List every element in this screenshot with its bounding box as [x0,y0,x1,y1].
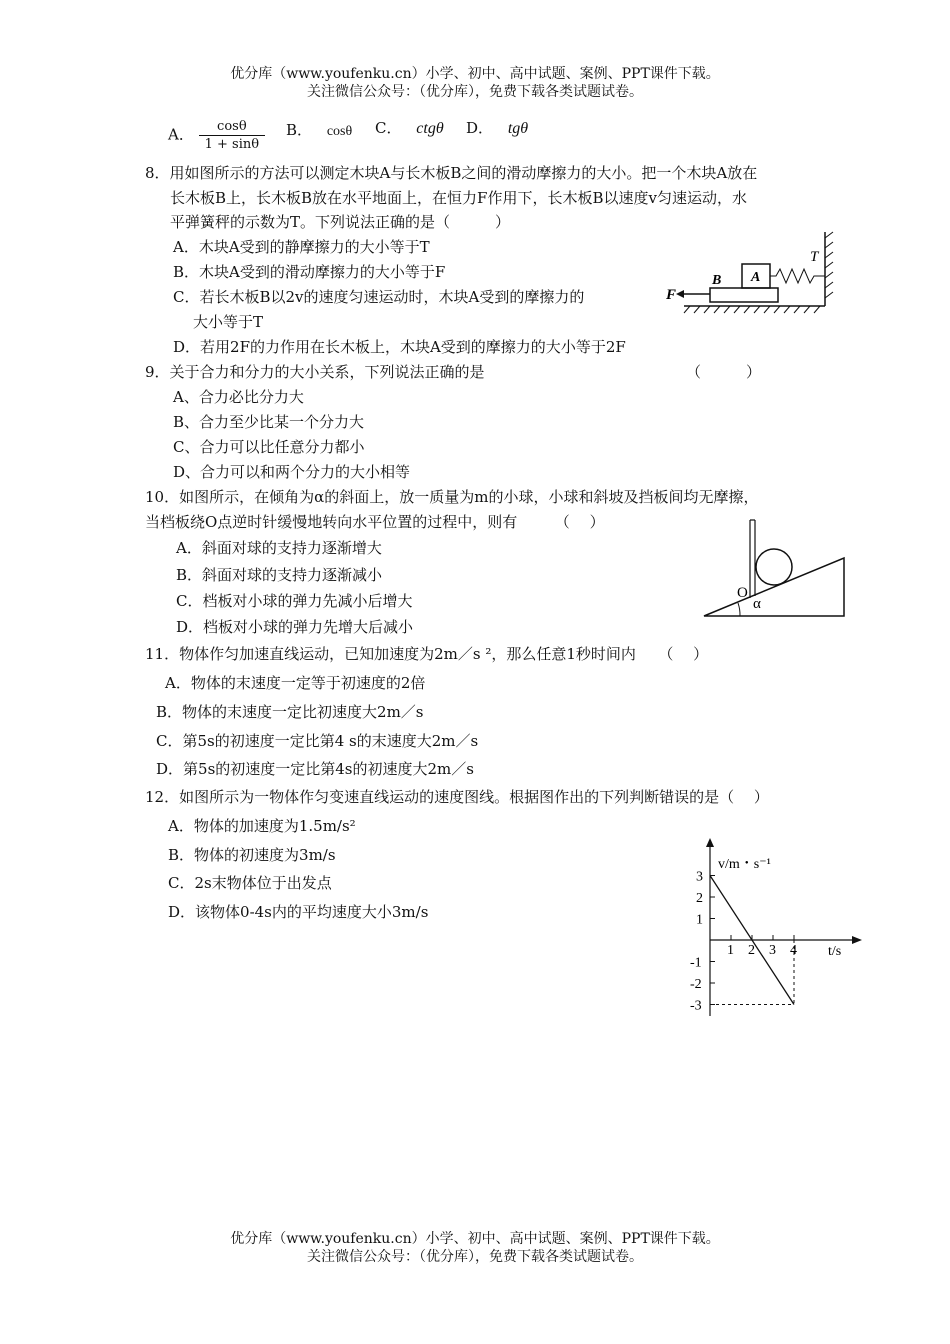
q7-a-label: A． [168,125,194,144]
y-axis-arrow [706,838,714,847]
y-tick-label: -3 [690,998,702,1014]
q9-option-c: C、合力可以比任意分力都小 [173,438,365,456]
incline [704,558,844,616]
q7-a-numerator: cosθ [199,118,265,136]
y-tick-label: -1 [690,955,702,971]
q11-option-b: B．物体的末速度一定比初速度大2m／s [156,703,424,721]
vt-chart [680,838,870,1020]
y-tick-label: 1 [696,912,703,928]
ball [756,549,792,585]
q8-option-c-line-1: C．若长木板B以2v的速度匀速运动时，木块A受到的摩擦力的 [173,288,585,306]
q11-option-d: D．第5s的初速度一定比第4s的初速度大2m／s [156,760,474,778]
q10-stem-line-1: 10．如图所示，在倾角为α的斜面上，放一质量为m的小球，小球和斜坡及挡板间均无摩擦， [145,488,759,506]
q10-stem-line-2: 当档板绕O点逆时针缓慢地转向水平位置的过程中，则有 （ ） [145,513,605,531]
y-tick-label: 3 [696,869,703,885]
q9-option-d: D、合力可以和两个分力的大小相等 [173,463,411,481]
label-f: F [666,287,677,303]
q12-stem: 12．如图所示为一物体作匀变速直线运动的速度图线。根据图作出的下列判断错误的是（ ） [145,788,769,806]
q8-option-b: B．木块A受到的滑动摩擦力的大小等于F [173,263,446,281]
q12-option-a: A．物体的加速度为1.5m/s² [168,817,356,835]
q11-stem: 11．物体作匀加速直线运动，已知加速度为2m／s ²，那么任意1秒时间内 （ ） [145,645,709,663]
q8-spring-board-figure [662,228,842,316]
footer-line-2: 关注微信公众号：（优分库），免费下载各类试题试卷。 [307,1249,643,1265]
q7-option-c [375,119,444,138]
q7-b-value: cosθ [326,124,353,139]
q8-stem-line-1: 8．用如图所示的方法可以测定木块A与长木板B之间的滑动摩擦力的大小。把一个木块A放在 [145,164,758,182]
label-alpha: α [753,596,761,612]
footer-line-1: 优分库（www.youfenku.cn）小学、初中、高中试题、案例、PPT课件下载。 [230,1231,720,1247]
q8-stem-line-2: 长木板B上，长木板B放在水平地面上，在恒力F作用下，长木板B以速度v匀速运动，水 [170,189,747,207]
q7-d-label: D． [466,119,494,137]
label-b: B [712,273,722,288]
q9-option-b: B、合力至少比某一个分力大 [173,413,365,431]
y-axis-label: v/m・s⁻¹ [718,857,771,872]
q9-option-a: A、合力必比分力大 [173,388,304,406]
q12-option-d: D．该物体0-4s内的平均速度大小3m/s [168,903,429,921]
spring [770,269,825,283]
header-line-1: 优分库（www.youfenku.cn）小学、初中、高中试题、案例、PPT课件下载。 [230,66,720,82]
q10-option-b: B．斜面对球的支持力逐渐减小 [176,566,383,584]
ground-hatching [684,306,820,313]
q7-c-label: C． [375,119,402,137]
q10-option-a: A．斜面对球的支持力逐渐增大 [176,539,382,557]
q10-incline-figure [700,518,850,620]
q7-option-a [168,118,265,153]
q9-stem: 9．关于合力和分力的大小关系，下列说法正确的是 [145,363,485,381]
x-tick-label: 1 [727,943,734,958]
x-tick-label: 2 [748,943,755,958]
x-axis-arrow [852,936,862,944]
q8-option-a: A．木块A受到的静摩擦力的大小等于T [173,238,430,256]
q10-option-d: D．档板对小球的弹力先增大后减小 [176,618,414,636]
q11-option-a: A．物体的末速度一定等于初速度的2倍 [165,674,426,692]
y-tick-label: 2 [696,891,703,906]
q7-d-value: tgθ [507,120,529,137]
label-o: O [737,585,748,601]
q7-option-b [286,121,352,141]
q10-option-c: C．档板对小球的弹力先减小后增大 [176,592,413,610]
header-line-2: 关注微信公众号：（优分库），免费下载各类试题试卷。 [307,84,643,100]
q8-option-c-line-2: 大小等于T [193,313,264,331]
q8-stem-line-3: 平弹簧秤的示数为T。下列说法正确的是（ ） [170,213,511,231]
board-b [710,288,778,302]
q7-a-fraction [199,118,265,153]
wall-hatching [825,232,833,298]
q7-c-value: ctgθ [416,120,444,137]
y-tick-label: -2 [690,977,702,992]
q9-answer-paren: （ ） [686,363,762,381]
force-arrowhead [676,290,684,298]
q11-option-c: C．第5s的初速度一定比第4 s的末速度大2m／s [156,732,479,750]
x-tick-label: 3 [769,943,776,958]
x-axis-label: t/s [828,944,842,959]
q7-option-d [466,119,528,138]
q12-option-c: C．2s末物体位于出发点 [168,874,332,892]
q7-a-denominator: 1 + sinθ [204,137,260,152]
q8-option-d: D．若用2F的力作用在长木板上，木块A受到的摩擦力的大小等于2F [173,338,626,356]
label-a: A [751,270,761,285]
q7-b-label: B． [286,121,313,139]
label-t: T [810,249,819,265]
q12-option-b: B．物体的初速度为3m/s [168,846,336,864]
angle-arc [738,603,740,616]
x-tick-label: 4 [790,943,797,958]
